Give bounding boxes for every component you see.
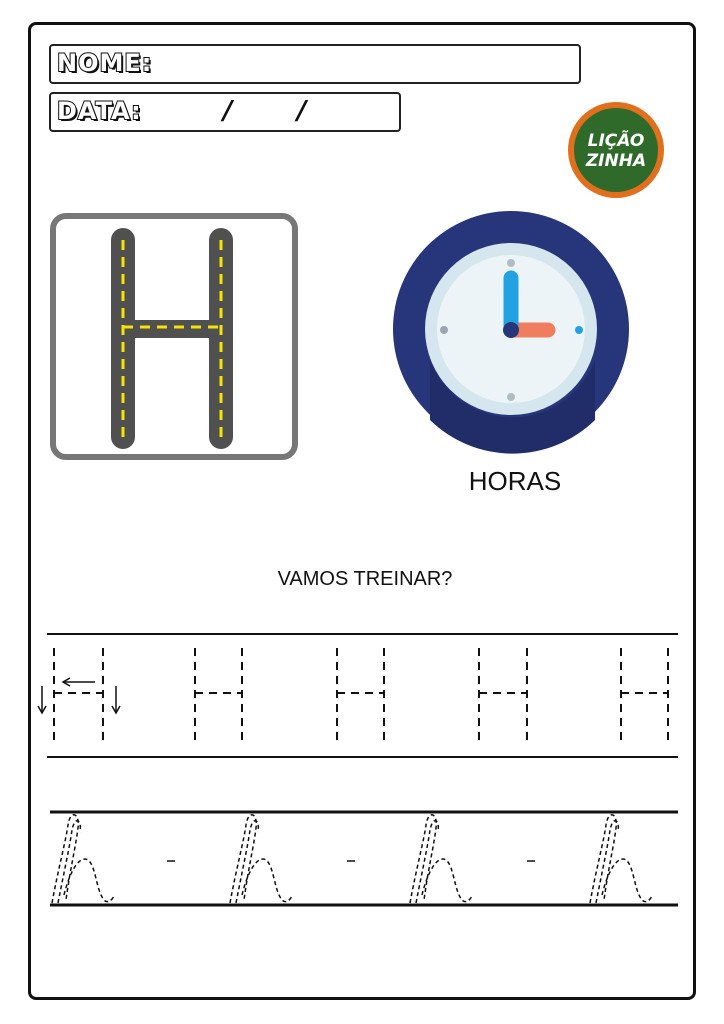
logo-line-2: ZINHA — [585, 151, 647, 171]
print-h-tracing[interactable] — [54, 648, 668, 746]
road-letter-h — [123, 240, 221, 437]
date-separator-2: / — [297, 96, 307, 126]
cursive-h-tracing[interactable] — [52, 815, 652, 903]
name-label: NOME: — [57, 49, 153, 77]
stroke-order-arrows — [38, 678, 120, 713]
clock-icon — [393, 211, 629, 454]
date-label: DATA: — [57, 97, 142, 125]
date-separator-1: / — [223, 96, 233, 126]
practice-prompt: VAMOS TREINAR? — [277, 568, 453, 590]
logo-line-1: LIÇÃO — [587, 131, 645, 151]
clock-label: HORAS — [468, 466, 562, 496]
